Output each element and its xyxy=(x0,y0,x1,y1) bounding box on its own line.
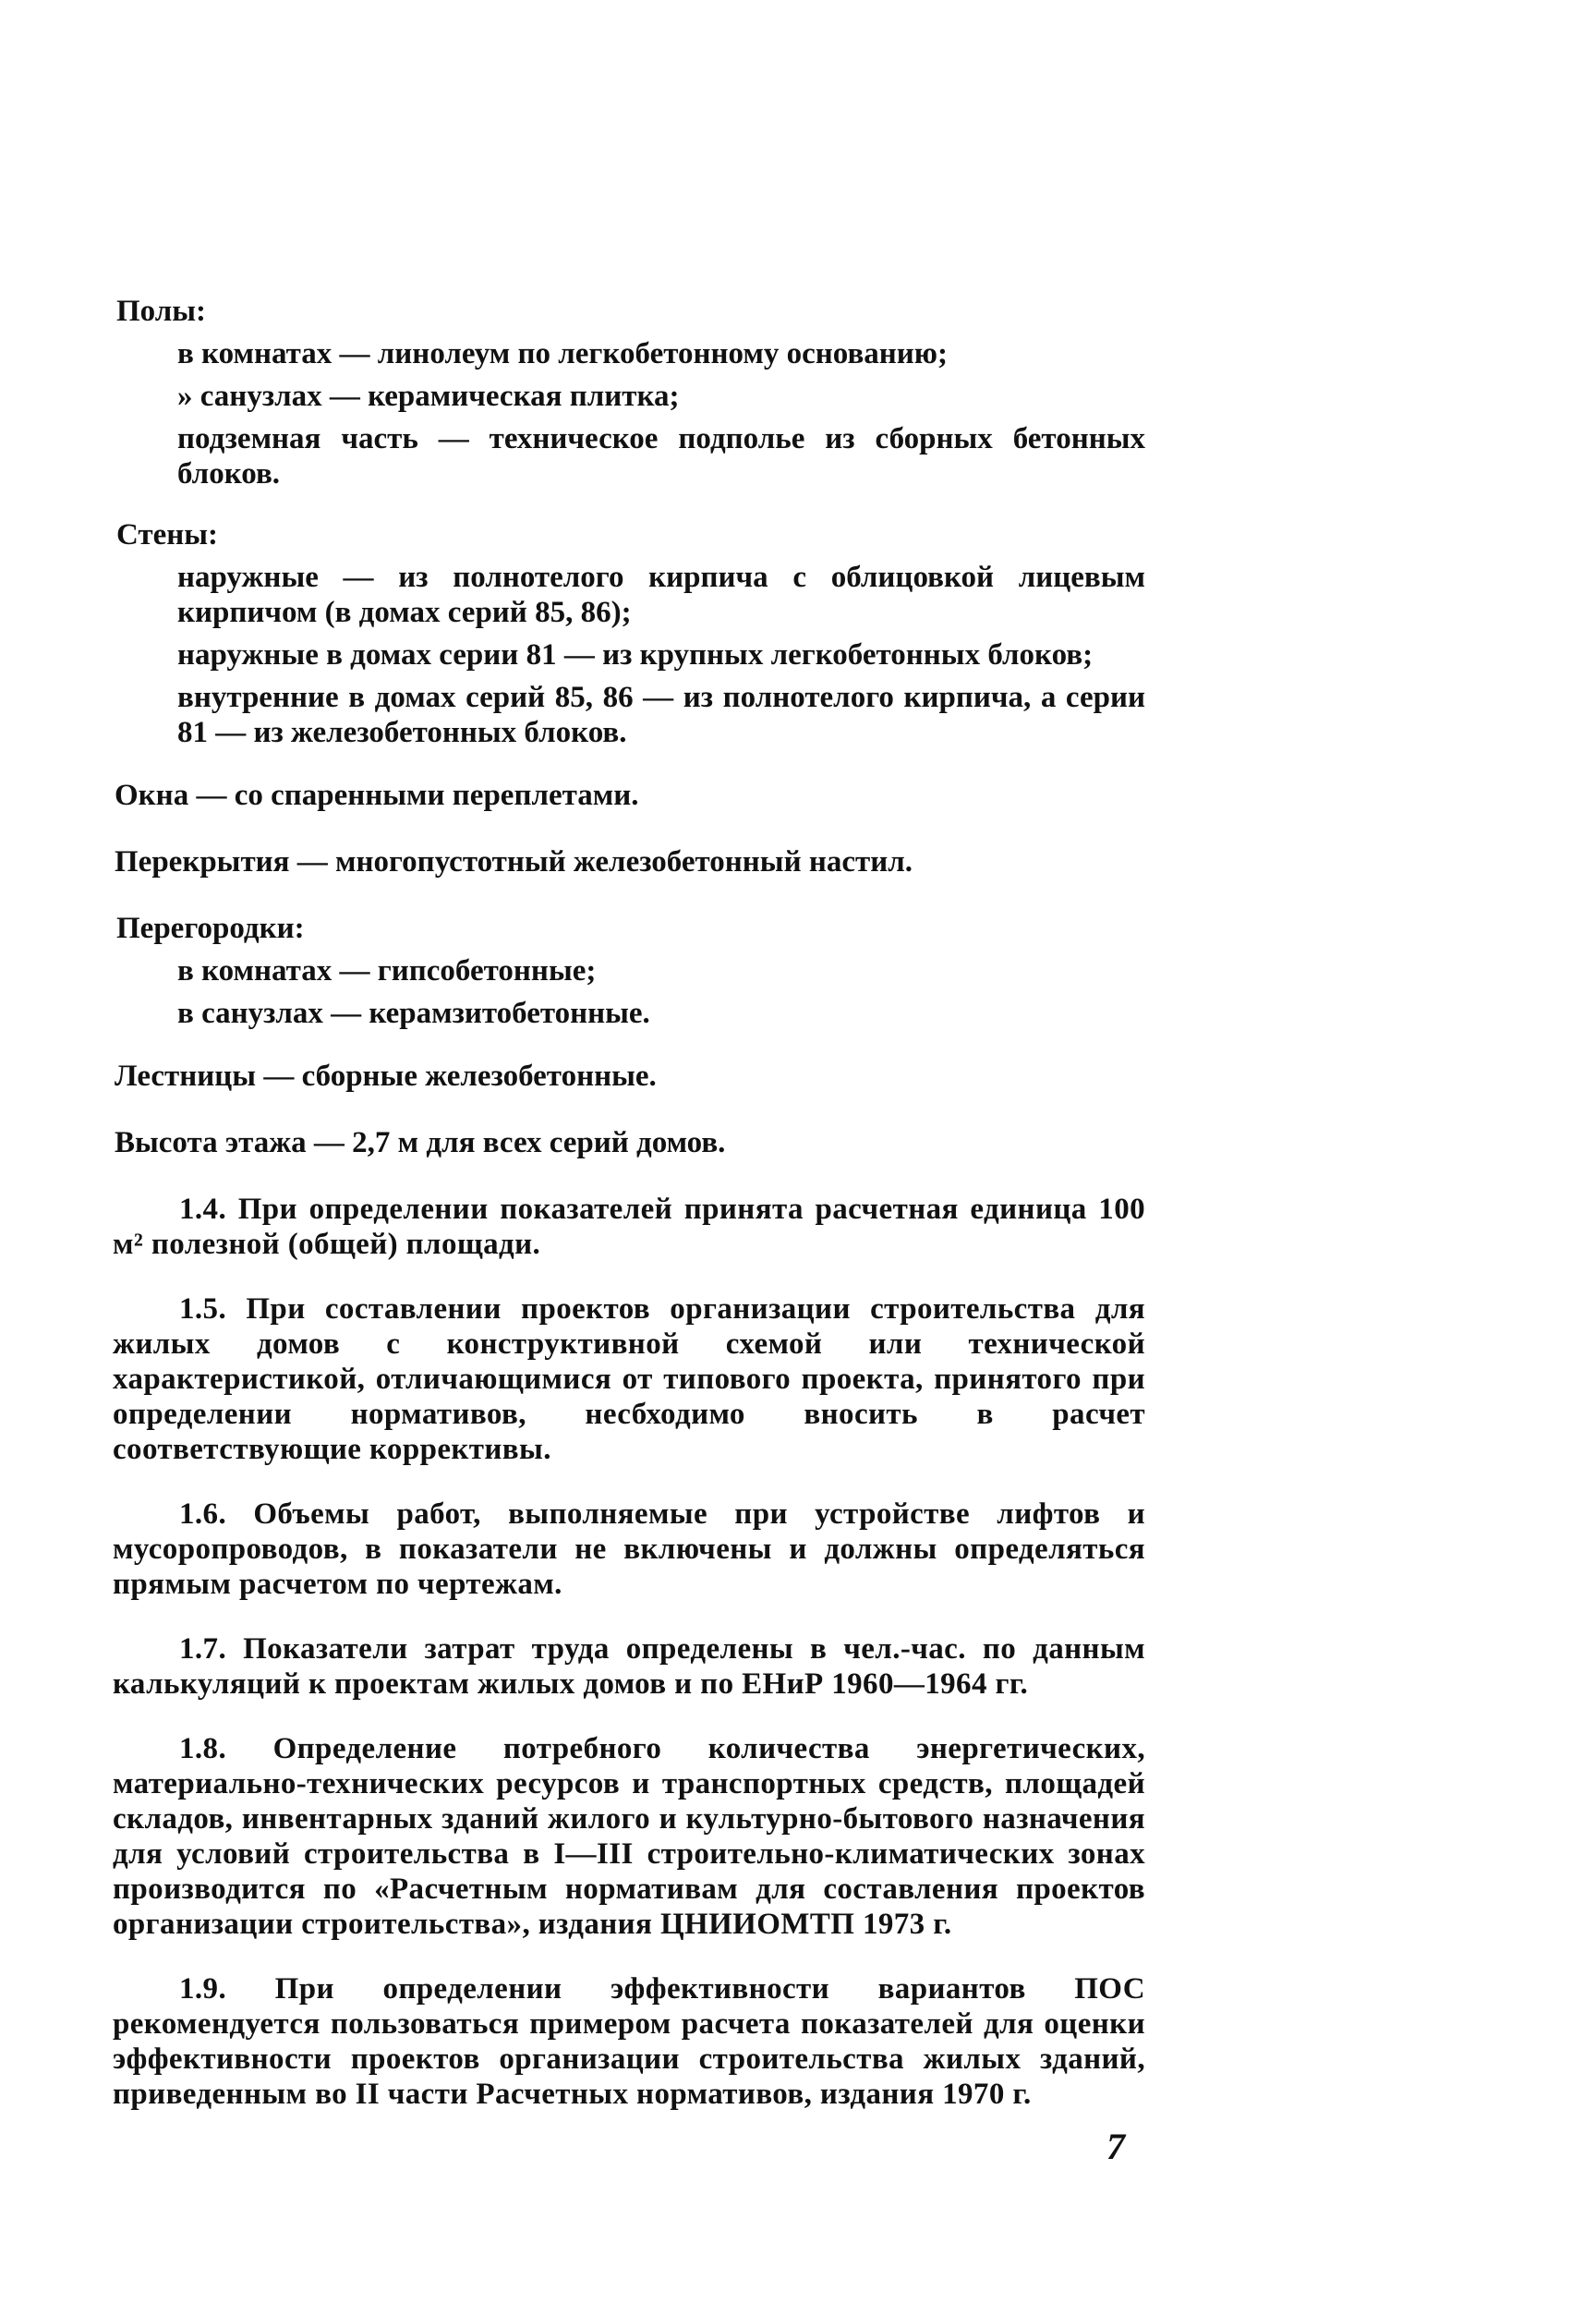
floors-item-bathrooms: » санузлах — керамическая плитка; xyxy=(177,380,680,413)
paragraph-1-7: 1.7. Показатели затрат труда определены в чел.-час. по данным калькуляций к проектам жилых домов и по ЕНиР 1960—1964 гг. xyxy=(113,1632,1145,1701)
walls-item-outer-blocks: наружные в домах серии 81 — из крупных легкобетонных блоков; xyxy=(177,638,1094,672)
stairs-line: Лестницы — сборные железобетонные. xyxy=(115,1060,657,1093)
floors-item-rooms: в комнатах — линолеум по легкобетонному основанию; xyxy=(177,337,949,370)
section-walls xyxy=(113,517,1145,750)
walls-item-inner: внутренние в домах серий 85, 86 — из полнотелого кирпича, а серии 81 — из железобетонных блоков. xyxy=(177,681,1145,749)
partitions-item-bathrooms: в санузлах — керамзитобетонные. xyxy=(177,997,650,1030)
page-number: 7 xyxy=(1106,2126,1125,2167)
partitions-title: Перегородки: xyxy=(116,912,305,945)
page-content xyxy=(113,294,1145,2141)
floor-height-line: Высота этажа — 2,7 м для всех серий домов. xyxy=(115,1126,726,1159)
paragraph-1-8: 1.8. Определение потребного количества энергетических, материально-технических ресурсов и транспортных средств, площадей складов, инвентарных зданий жилого и культурно-бытового назначения для условий строительства в I—III строительно-климатических зонах производится по «Расчетным нормативам для составления проектов организации строительства», издания ЦНИИОМТП 1973 г. xyxy=(113,1732,1145,1941)
partitions-item-rooms: в комнатах — гипсобетонные; xyxy=(177,954,597,988)
floors-list xyxy=(177,336,1145,491)
walls-item-outer-brick: наружные — из полнотелого кирпича с облицовкой лицевым кирпичом (в домах серий 85, 86); xyxy=(177,561,1145,629)
paragraph-1-5: 1.5. При составлении проектов организации строительства для жилых домов с конструктивной схемой или технической характеристикой, отличающимися от типового проекта, принятого при определении нормативов, несбходимо вносить в расчет соответствующие коррективы. xyxy=(113,1292,1145,1466)
floors-title: Полы: xyxy=(116,295,207,328)
section-partitions xyxy=(113,911,1145,1031)
paragraph-1-6: 1.6. Объемы работ, выполняемые при устройстве лифтов и мусоропроводов, в показатели не включены и должны определяться прямым расчетом по чертежам. xyxy=(113,1497,1145,1601)
floors-item-underground: подземная часть — техническое подполье из сборных бетонных блоков. xyxy=(177,422,1145,491)
slabs-line: Перекрытия — многопустотный железобетонный настил. xyxy=(115,845,913,879)
windows-line: Окна — со спаренными переплетами. xyxy=(115,779,639,812)
paragraph-1-9: 1.9. При определении эффективности вариантов ПОС рекомендуется пользоваться примером расчета показателей для оценки эффективности проектов организации строительства жилых зданий, приведенным во II части Расчетных нормативов, издания 1970 г. xyxy=(113,1972,1145,2111)
paragraph-1-4: 1.4. При определении показателей принята расчетная единица 100 м² полезной (общей) площади. xyxy=(113,1193,1145,1261)
partitions-list xyxy=(177,953,1145,1031)
section-floors xyxy=(113,294,1145,491)
walls-list xyxy=(177,560,1145,750)
walls-title: Стены: xyxy=(116,518,219,552)
